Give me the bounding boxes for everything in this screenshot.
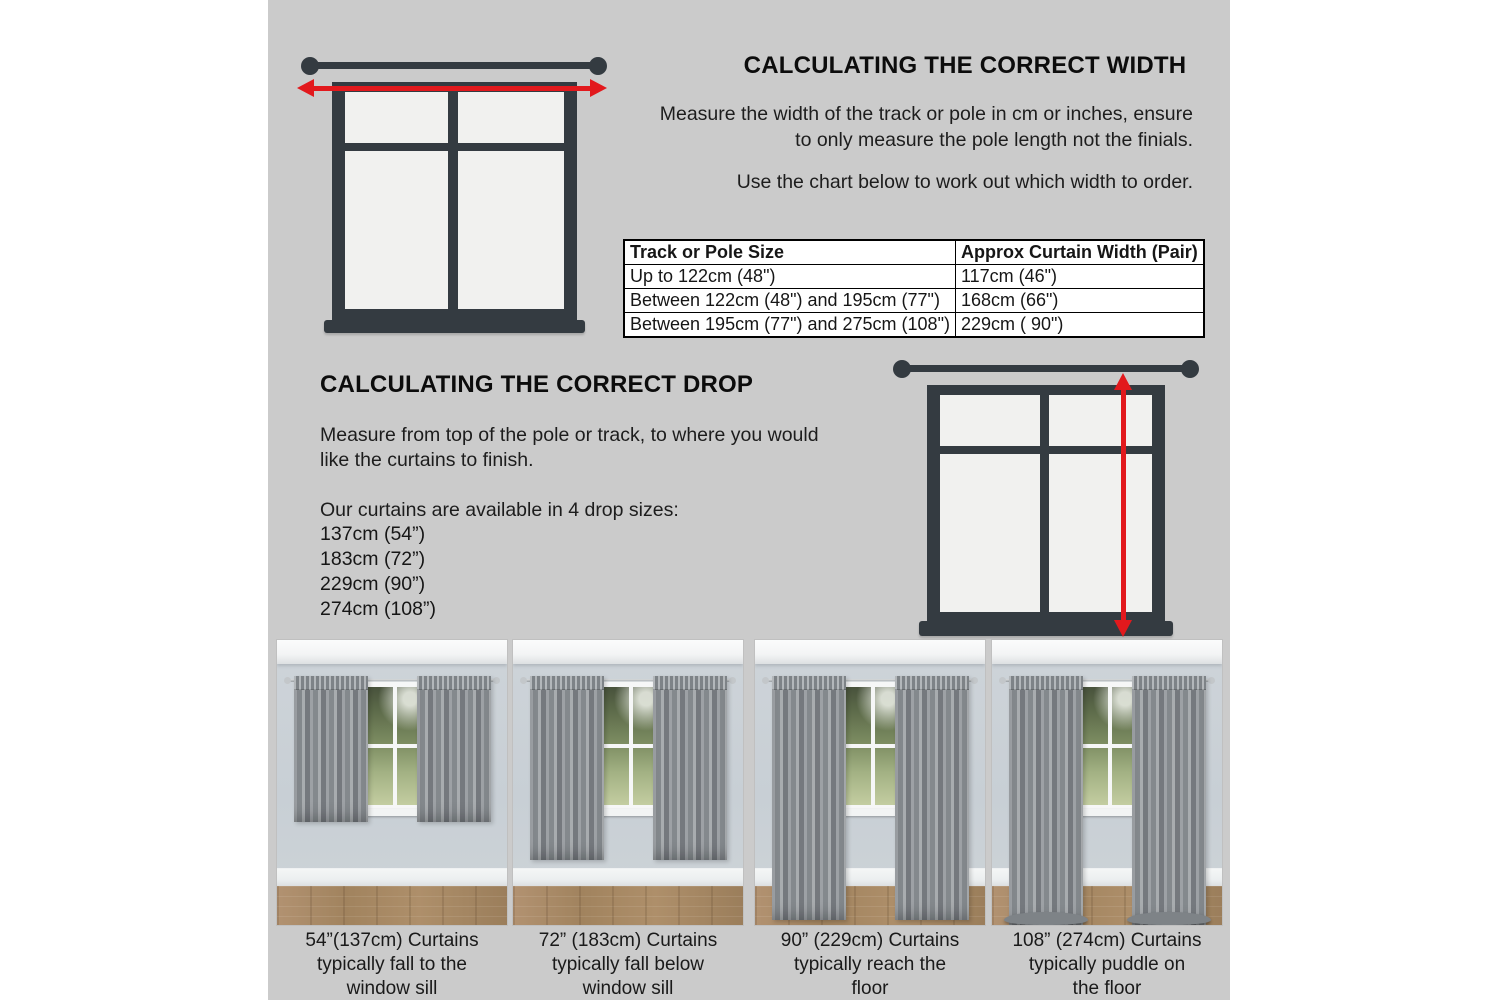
width-instruction-line1: Measure the width of the track or pole in cm or inches, ensure (659, 103, 1193, 125)
photo-caption-108 (992, 929, 1222, 1000)
window-pane (458, 92, 564, 143)
photo-cornice (277, 640, 507, 664)
caption-line: typically puddle on (1028, 954, 1186, 975)
drop-size-item: 274cm (108”) (320, 598, 436, 620)
drop-diagram-window (927, 385, 1165, 625)
photo-curtain-right (653, 676, 727, 860)
caption-line: typically reach the (793, 954, 947, 975)
pole-size-cell: Up to 122cm (48") (624, 265, 955, 289)
drop-instruction-line1: Measure from top of the pole or track, to where you would (320, 424, 819, 446)
width-section-title: CALCULATING THE CORRECT WIDTH (743, 52, 1187, 79)
curtain-puddle (1127, 912, 1211, 925)
drop-instruction-line2: like the curtains to finish. (320, 449, 534, 471)
photo-caption-72 (513, 929, 743, 1000)
width-measure-arrow-icon (314, 86, 590, 91)
guide-panel (268, 0, 1230, 1000)
width-chart-note: Use the chart below to work out which width to order. (736, 171, 1193, 193)
drop-size-item: 183cm (72”) (320, 548, 426, 570)
width-diagram-window (332, 82, 577, 322)
table-header-row (624, 240, 1204, 265)
photo-curtain-right (1132, 676, 1206, 925)
width-diagram-curtain-pole (308, 62, 600, 69)
photo-curtain-left (294, 676, 368, 822)
photo-curtain-left (772, 676, 846, 920)
header-approx-curtain-width: Approx Curtain Width (Pair) (955, 240, 1203, 265)
width-diagram-window-sill (324, 320, 585, 333)
curtain-puddle (1004, 912, 1088, 925)
window-pane (458, 151, 564, 309)
photo-cornice (513, 640, 743, 664)
photo-curtain-right (895, 676, 969, 920)
table-row (624, 265, 1204, 289)
window-pane (345, 92, 448, 143)
window-pane (940, 395, 1040, 446)
width-instruction-line2: to only measure the pole length not the finials. (795, 129, 1193, 151)
photo-wood-floor (277, 886, 507, 925)
width-instruction-text (608, 101, 1193, 153)
table-row (624, 289, 1204, 313)
window-pane (940, 454, 1040, 612)
caption-line: 72” (183cm) Curtains (538, 930, 718, 951)
drop-sizes-intro: Our curtains are available in 4 drop sizes: (320, 499, 679, 521)
width-chart-table (623, 239, 1205, 338)
caption-line: typically fall to the (317, 954, 467, 975)
drop-size-item: 229cm (90”) (320, 573, 426, 595)
curtain-width-cell: 168cm (66") (955, 289, 1203, 313)
drop-size-item: 137cm (54”) (320, 523, 426, 545)
drop-instruction-text (320, 423, 900, 473)
curtain-photo-sill-length (277, 640, 507, 925)
drop-measure-arrow-icon (1121, 390, 1126, 620)
pole-size-cell: Between 122cm (48") and 195cm (77") (624, 289, 955, 313)
caption-line: typically fall below (551, 954, 705, 975)
curtain-width-cell: 229cm ( 90") (955, 313, 1203, 338)
photo-curtain-left (530, 676, 604, 860)
caption-line: floor (851, 978, 889, 999)
photo-curtain-left (1009, 676, 1083, 925)
photo-skirting-board (513, 868, 743, 886)
pole-size-cell: Between 195cm (77") and 275cm (108") (624, 313, 955, 338)
drop-section-title: CALCULATING THE CORRECT DROP (320, 371, 754, 398)
photo-caption-90 (755, 929, 985, 1000)
curtain-width-cell: 117cm (46") (955, 265, 1203, 289)
curtain-photo-puddle-length (992, 640, 1222, 925)
photo-wood-floor (513, 886, 743, 925)
caption-line: 90” (229cm) Curtains (780, 930, 960, 951)
photo-cornice (755, 640, 985, 664)
drop-diagram-window-sill (919, 621, 1173, 636)
window-pane (345, 151, 448, 309)
photo-skirting-board (277, 868, 507, 886)
caption-line: 108” (274cm) Curtains (1012, 930, 1202, 951)
curtain-photo-floor-length (755, 640, 985, 925)
caption-line: window sill (582, 978, 674, 999)
header-track-or-pole-size: Track or Pole Size (624, 240, 955, 265)
photo-cornice (992, 640, 1222, 664)
caption-line: 54”(137cm) Curtains (305, 930, 479, 951)
window-pane (1049, 395, 1152, 446)
drop-sizes-list (320, 522, 436, 622)
caption-line: window sill (346, 978, 438, 999)
photo-curtain-right (417, 676, 491, 822)
caption-line: the floor (1072, 978, 1142, 999)
photo-caption-54 (277, 929, 507, 1000)
window-pane (1049, 454, 1152, 612)
curtain-photo-below-sill-length (513, 640, 743, 925)
table-row (624, 313, 1204, 338)
drop-diagram-curtain-pole (900, 365, 1192, 372)
